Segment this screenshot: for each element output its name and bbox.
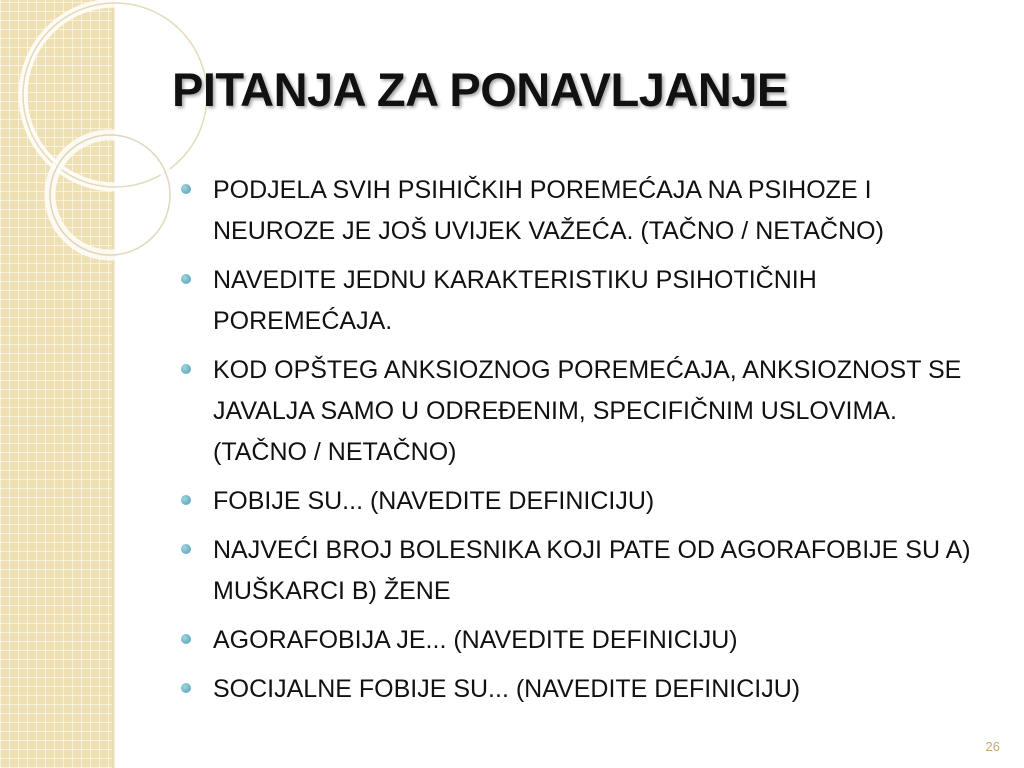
bullet-text: AGORAFOBIJA JE... (NAVEDITE DEFINICIJU) bbox=[213, 626, 738, 654]
bullet-item bbox=[178, 481, 978, 522]
bullet-item bbox=[178, 530, 978, 612]
bullet-item bbox=[178, 620, 978, 661]
bullet-dot-icon bbox=[181, 364, 191, 374]
bullet-text: KOD OPŠTEG ANKSIOZNOG POREMEĆAJA, ANKSIOZNOST SE JAVALJA SAMO U ODREĐENIM, SPECIFIČNIM USLOVIMA. (TAČNO / NETAČNO) bbox=[213, 356, 962, 466]
bullet-text: SOCIJALNE FOBIJE SU... (NAVEDITE DEFINICIJU) bbox=[213, 675, 801, 703]
bullet-list bbox=[178, 170, 978, 718]
bullet-text: NAVEDITE JEDNU KARAKTERISTIKU PSIHOTIČNIH POREMEĆAJA. bbox=[213, 266, 817, 335]
bullet-text: FOBIJE SU... (NAVEDITE DEFINICIJU) bbox=[213, 487, 655, 515]
bullet-item bbox=[178, 260, 978, 342]
bullet-text: PODJELA SVIH PSIHIČKIH POREMEĆAJA NA PSIHOZE I NEUROZE JE JOŠ UVIJEK VAŽEĆA. (TAČNO / NETAČNO) bbox=[213, 176, 884, 245]
bullet-dot-icon bbox=[181, 634, 191, 644]
bullet-text: NAJVEĆI BROJ BOLESNIKA KOJI PATE OD AGORAFOBIJE SU A) MUŠKARCI B) ŽENE bbox=[213, 536, 971, 605]
slide-title: PITANJA ZA PONAVLJANJE bbox=[172, 63, 788, 116]
bullet-dot-icon bbox=[181, 274, 191, 284]
bullet-dot-icon bbox=[181, 544, 191, 554]
bullet-dot-icon bbox=[181, 495, 191, 505]
bullet-dot-icon bbox=[181, 184, 191, 194]
bullet-item bbox=[178, 669, 978, 710]
page-number: 26 bbox=[985, 739, 1000, 754]
bullet-item bbox=[178, 170, 978, 252]
bullet-dot-icon bbox=[181, 683, 191, 693]
bullet-item bbox=[178, 350, 978, 473]
